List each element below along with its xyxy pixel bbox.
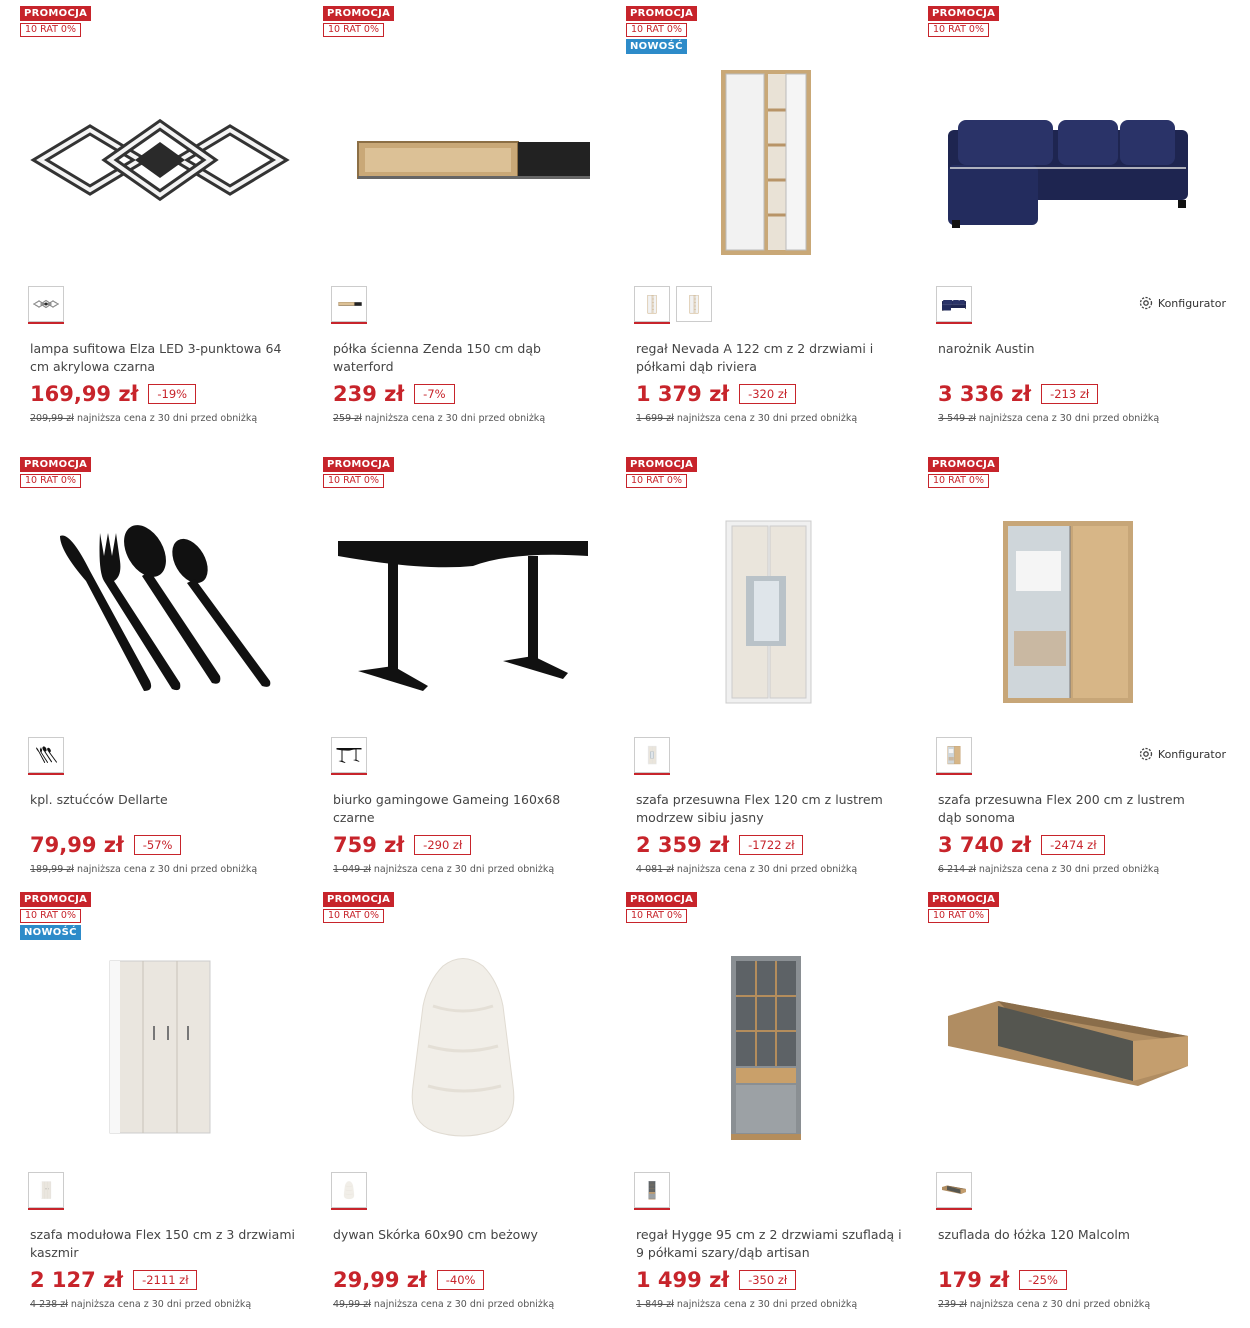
discount-badge: -40% xyxy=(437,1270,485,1290)
current-price: 169,99 zł xyxy=(30,382,139,406)
variant-thumbnail[interactable] xyxy=(331,1172,367,1208)
variant-thumbnails xyxy=(28,1172,64,1208)
product-name[interactable]: regał Nevada A 122 cm z 2 drzwiami i półkami dąb riviera xyxy=(636,341,874,374)
current-price: 2 359 zł xyxy=(636,833,730,857)
current-price: 239 zł xyxy=(333,382,405,406)
installments-badge: 10 RAT 0% xyxy=(20,909,81,923)
product-name[interactable]: półka ścienna Zenda 150 cm dąb waterford xyxy=(333,341,541,374)
discount-badge: -2474 zł xyxy=(1041,835,1105,855)
variant-thumbnail[interactable] xyxy=(634,1172,670,1208)
product-name[interactable]: lampa sufitowa Elza LED 3-punktowa 64 cm akrylowa czarna xyxy=(30,341,282,374)
product-card[interactable] xyxy=(0,451,300,891)
installments-badge: 10 RAT 0% xyxy=(323,23,384,37)
old-price-line xyxy=(938,1299,1150,1310)
old-price-line xyxy=(938,413,1159,424)
product-image[interactable] xyxy=(323,50,603,270)
badges xyxy=(323,892,394,923)
current-price: 3 336 zł xyxy=(938,382,1032,406)
product-card[interactable] xyxy=(303,0,603,440)
new-badge: NOWOŚĆ xyxy=(626,39,687,54)
promo-badge: PROMOCJA xyxy=(626,457,697,472)
configurator-label: Konfigurator xyxy=(1157,296,1226,310)
variant-thumbnails xyxy=(331,737,367,773)
price-line xyxy=(30,1268,197,1292)
installments-badge: 10 RAT 0% xyxy=(626,474,687,488)
old-price-line xyxy=(333,864,554,875)
lowest-price-note: najniższa cena z 30 dni przed obniżką xyxy=(76,413,258,424)
product-name[interactable]: narożnik Austin xyxy=(938,341,1035,356)
product-card[interactable] xyxy=(0,0,300,440)
discount-badge: -213 zł xyxy=(1041,384,1098,404)
discount-badge: -1722 zł xyxy=(739,835,803,855)
current-price: 29,99 zł xyxy=(333,1268,427,1292)
promo-badge: PROMOCJA xyxy=(626,6,697,21)
current-price: 179 zł xyxy=(938,1268,1010,1292)
badges xyxy=(928,6,999,37)
old-price-line xyxy=(333,1299,554,1310)
lowest-price-note: najniższa cena z 30 dni przed obniżką xyxy=(373,1299,555,1310)
old-price-line xyxy=(30,413,257,424)
current-price: 79,99 zł xyxy=(30,833,124,857)
lowest-price-note: najniższa cena z 30 dni przed obniżką xyxy=(676,413,858,424)
product-image[interactable] xyxy=(928,501,1208,721)
installments-badge: 10 RAT 0% xyxy=(20,23,81,37)
product-image[interactable] xyxy=(20,50,300,270)
promo-badge: PROMOCJA xyxy=(928,6,999,21)
badges xyxy=(928,457,999,488)
product-card[interactable] xyxy=(908,0,1226,440)
variant-thumbnail[interactable] xyxy=(936,286,972,322)
product-name[interactable]: dywan Skórka 60x90 cm beżowy xyxy=(333,1227,538,1242)
variant-thumbnails xyxy=(331,1172,367,1208)
discount-badge: -2111 zł xyxy=(133,1270,197,1290)
old-price: 4 238 zł xyxy=(30,1299,68,1310)
discount-badge: -320 zł xyxy=(739,384,796,404)
old-price-line xyxy=(30,864,257,875)
installments-badge: 10 RAT 0% xyxy=(323,474,384,488)
variant-thumbnails xyxy=(634,1172,670,1208)
badges xyxy=(20,892,91,940)
product-image[interactable] xyxy=(323,936,603,1156)
current-price: 2 127 zł xyxy=(30,1268,124,1292)
product-image[interactable] xyxy=(20,501,300,721)
promo-badge: PROMOCJA xyxy=(20,892,91,907)
variant-thumbnail[interactable] xyxy=(634,737,670,773)
badges xyxy=(626,6,697,54)
old-price: 1 849 zł xyxy=(636,1299,674,1310)
configurator-link[interactable] xyxy=(1138,746,1226,762)
installments-badge: 10 RAT 0% xyxy=(928,909,989,923)
old-price-line xyxy=(333,413,545,424)
lowest-price-note: najniższa cena z 30 dni przed obniżką xyxy=(70,1299,252,1310)
variant-thumbnails xyxy=(936,737,972,773)
badges xyxy=(626,457,697,488)
variant-thumbnails xyxy=(634,286,712,322)
discount-badge: -290 zł xyxy=(414,835,471,855)
product-image[interactable] xyxy=(20,936,300,1156)
old-price: 1 699 zł xyxy=(636,413,674,424)
promo-badge: PROMOCJA xyxy=(626,892,697,907)
price-line xyxy=(333,1268,484,1292)
installments-badge: 10 RAT 0% xyxy=(928,23,989,37)
product-card[interactable] xyxy=(303,886,603,1326)
badges xyxy=(323,457,394,488)
lowest-price-note: najniższa cena z 30 dni przed obniżką xyxy=(969,1299,1151,1310)
variant-thumbnails xyxy=(331,286,367,322)
discount-badge: -7% xyxy=(414,384,454,404)
variant-thumbnail[interactable] xyxy=(28,737,64,773)
lowest-price-note: najniższa cena z 30 dni przed obniżką xyxy=(676,864,858,875)
variant-thumbnails xyxy=(634,737,670,773)
product-image[interactable] xyxy=(626,936,906,1156)
product-name[interactable]: szafa modułowa Flex 150 cm z 3 drzwiami kaszmir xyxy=(30,1227,295,1260)
variant-thumbnail[interactable] xyxy=(936,737,972,773)
configurator-link[interactable] xyxy=(1138,295,1226,311)
current-price: 3 740 zł xyxy=(938,833,1032,857)
lowest-price-note: najniższa cena z 30 dni przed obniżką xyxy=(76,864,258,875)
installments-badge: 10 RAT 0% xyxy=(626,909,687,923)
price-line xyxy=(938,833,1105,857)
promo-badge: PROMOCJA xyxy=(323,892,394,907)
old-price: 3 549 zł xyxy=(938,413,976,424)
installments-badge: 10 RAT 0% xyxy=(20,474,81,488)
badges xyxy=(20,457,91,488)
price-line xyxy=(636,833,803,857)
product-card[interactable] xyxy=(606,451,906,891)
product-card[interactable] xyxy=(908,886,1208,1326)
lowest-price-note: najniższa cena z 30 dni przed obniżką xyxy=(676,1299,858,1310)
variant-thumbnail[interactable] xyxy=(634,286,670,322)
badges xyxy=(20,6,91,37)
badges xyxy=(928,892,999,923)
product-card[interactable] xyxy=(303,451,603,891)
variant-thumbnails xyxy=(28,737,64,773)
old-price: 4 081 zł xyxy=(636,864,674,875)
promo-badge: PROMOCJA xyxy=(20,457,91,472)
old-price: 239 zł xyxy=(938,1299,967,1310)
old-price: 6 214 zł xyxy=(938,864,976,875)
badges xyxy=(323,6,394,37)
promo-badge: PROMOCJA xyxy=(928,892,999,907)
badges xyxy=(626,892,697,923)
variant-thumbnails xyxy=(936,286,972,322)
product-card[interactable] xyxy=(606,886,906,1326)
discount-badge: -19% xyxy=(148,384,196,404)
price-line xyxy=(938,1268,1067,1292)
old-price: 259 zł xyxy=(333,413,362,424)
old-price-line xyxy=(636,1299,857,1310)
variant-thumbnail[interactable] xyxy=(936,1172,972,1208)
discount-badge: -25% xyxy=(1019,1270,1067,1290)
variant-thumbnail[interactable] xyxy=(331,737,367,773)
product-image[interactable] xyxy=(928,50,1208,270)
product-name[interactable]: biurko gamingowe Gameing 160x68 czarne xyxy=(333,792,561,825)
variant-thumbnails xyxy=(936,1172,972,1208)
price-line xyxy=(333,833,471,857)
promo-badge: PROMOCJA xyxy=(323,6,394,21)
installments-badge: 10 RAT 0% xyxy=(928,474,989,488)
price-line xyxy=(636,382,796,406)
old-price: 49,99 zł xyxy=(333,1299,371,1310)
old-price-line xyxy=(30,1299,251,1310)
product-card[interactable] xyxy=(908,451,1226,891)
current-price: 1 499 zł xyxy=(636,1268,730,1292)
current-price: 759 zł xyxy=(333,833,405,857)
gear-icon xyxy=(1138,746,1154,762)
variant-thumbnail[interactable] xyxy=(331,286,367,322)
product-image[interactable] xyxy=(626,501,906,721)
price-line xyxy=(30,833,181,857)
discount-badge: -57% xyxy=(134,835,182,855)
price-line xyxy=(636,1268,796,1292)
price-line xyxy=(30,382,196,406)
price-line xyxy=(333,382,455,406)
promo-badge: PROMOCJA xyxy=(20,6,91,21)
product-name[interactable]: regał Hygge 95 cm z 2 drzwiami szufladą i 9 półkami szary/dąb artisan xyxy=(636,1227,902,1260)
product-image[interactable] xyxy=(323,501,603,721)
old-price: 1 049 zł xyxy=(333,864,371,875)
promo-badge: PROMOCJA xyxy=(323,457,394,472)
product-name[interactable]: szafa przesuwna Flex 200 cm z lustrem dąb sonoma xyxy=(938,792,1185,825)
product-image[interactable] xyxy=(928,936,1208,1156)
product-name[interactable]: szuflada do łóżka 120 Malcolm xyxy=(938,1227,1130,1242)
lowest-price-note: najniższa cena z 30 dni przed obniżką xyxy=(978,413,1160,424)
old-price: 209,99 zł xyxy=(30,413,74,424)
product-card[interactable] xyxy=(0,886,300,1326)
variant-thumbnail[interactable] xyxy=(676,286,712,322)
old-price-line xyxy=(938,864,1159,875)
discount-badge: -350 zł xyxy=(739,1270,796,1290)
current-price: 1 379 zł xyxy=(636,382,730,406)
product-image[interactable] xyxy=(626,50,906,270)
variant-thumbnails xyxy=(28,286,64,322)
lowest-price-note: najniższa cena z 30 dni przed obniżką xyxy=(364,413,546,424)
product-card[interactable] xyxy=(606,0,906,440)
installments-badge: 10 RAT 0% xyxy=(323,909,384,923)
product-name[interactable]: kpl. sztućców Dellarte xyxy=(30,792,168,807)
promo-badge: PROMOCJA xyxy=(928,457,999,472)
gear-icon xyxy=(1138,295,1154,311)
lowest-price-note: najniższa cena z 30 dni przed obniżką xyxy=(978,864,1160,875)
product-name[interactable]: szafa przesuwna Flex 120 cm z lustrem modrzew sibiu jasny xyxy=(636,792,883,825)
variant-thumbnail[interactable] xyxy=(28,286,64,322)
variant-thumbnail[interactable] xyxy=(28,1172,64,1208)
price-line xyxy=(938,382,1098,406)
old-price: 189,99 zł xyxy=(30,864,74,875)
installments-badge: 10 RAT 0% xyxy=(626,23,687,37)
configurator-label: Konfigurator xyxy=(1157,747,1226,761)
new-badge: NOWOŚĆ xyxy=(20,925,81,940)
old-price-line xyxy=(636,864,857,875)
lowest-price-note: najniższa cena z 30 dni przed obniżką xyxy=(373,864,555,875)
old-price-line xyxy=(636,413,857,424)
